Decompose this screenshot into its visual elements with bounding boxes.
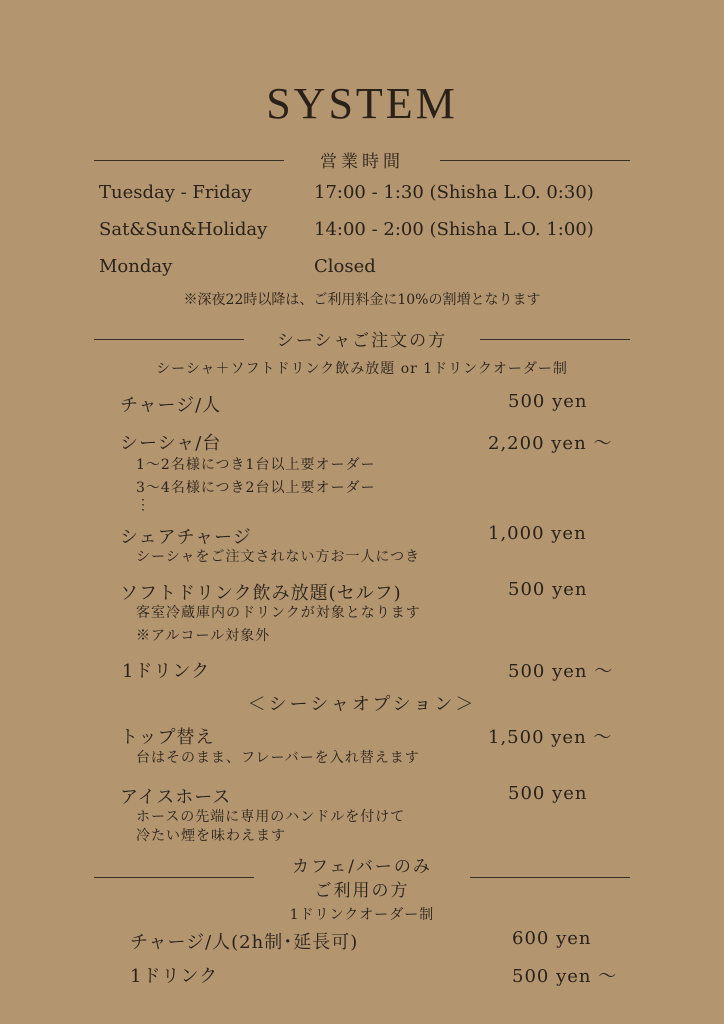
divider bbox=[94, 877, 254, 878]
menu-item-price: 600 yen bbox=[512, 928, 592, 949]
menu-item-price: 500 yen ～ bbox=[508, 661, 614, 682]
menu-item-name: チャージ/人(2h制･延長可) bbox=[130, 932, 359, 953]
menu-item-name: ソフトドリンク飲み放題(セルフ) bbox=[120, 583, 402, 604]
menu-item-note: 冷たい煙を味わえます bbox=[136, 828, 286, 844]
shisha-subheading: シーシャ＋ソフトドリンク飲み放題 or 1ドリンクオーダー制 bbox=[156, 361, 568, 377]
hours-time: Closed bbox=[314, 256, 376, 277]
menu-item-name: 1ドリンク bbox=[130, 966, 219, 987]
menu-item-name: トップ替え bbox=[120, 727, 215, 748]
divider bbox=[470, 877, 630, 878]
divider bbox=[440, 160, 630, 161]
late-night-note: ※深夜22時以降は、ご利用料金に10%の割増となります bbox=[183, 292, 541, 308]
shisha-heading: シーシャご注文の方 bbox=[276, 331, 448, 351]
menu-item-note: 台はそのまま、フレーバーを入れ替えます bbox=[136, 750, 420, 766]
page-title: SYSTEM bbox=[266, 79, 458, 128]
menu-item-note: 1～2名様につき1台以上要オーダー bbox=[136, 457, 376, 473]
menu-item-note: 客室冷蔵庫内のドリンクが対象となります bbox=[136, 605, 421, 621]
menu-item-note: ⋮ bbox=[136, 497, 151, 513]
menu-item-price: 500 yen ～ bbox=[512, 966, 618, 987]
menu-item-price: 1,000 yen bbox=[488, 523, 587, 544]
hours-day: Tuesday - Friday bbox=[99, 182, 252, 203]
hours-day: Sat&Sun&Holiday bbox=[99, 219, 268, 240]
hours-time: 14:00 - 2:00 (Shisha L.O. 1:00) bbox=[314, 219, 594, 240]
menu-item-price: 500 yen bbox=[508, 579, 588, 600]
menu-item-name: アイスホース bbox=[120, 787, 232, 808]
menu-item-price: 1,500 yen ～ bbox=[488, 727, 613, 748]
hours-day: Monday bbox=[99, 256, 173, 277]
divider bbox=[480, 339, 630, 340]
divider bbox=[94, 339, 244, 340]
menu-item-price: 500 yen bbox=[508, 391, 588, 412]
menu-item-note: シーシャをご注文されない方お一人につき bbox=[136, 549, 421, 565]
cafe-subheading: 1ドリンクオーダー制 bbox=[289, 907, 435, 923]
menu-item-price: 500 yen bbox=[508, 783, 588, 804]
menu-item-name: チャージ/人 bbox=[120, 395, 222, 416]
divider bbox=[94, 160, 284, 161]
menu-item-price: 2,200 yen ～ bbox=[488, 433, 613, 454]
menu-item-name: シーシャ/台 bbox=[120, 433, 222, 454]
cafe-heading-line1: カフェ/バーのみ bbox=[292, 857, 432, 877]
hours-heading: 営業時間 bbox=[320, 152, 404, 172]
menu-item-name: シェアチャージ bbox=[120, 527, 252, 548]
hours-time: 17:00 - 1:30 (Shisha L.O. 0:30) bbox=[314, 182, 594, 203]
options-heading: ＜シーシャオプション＞ bbox=[247, 694, 477, 715]
menu-item-note: 3～4名様につき2台以上要オーダー bbox=[136, 480, 376, 496]
cafe-heading-line2: ご利用の方 bbox=[314, 881, 410, 901]
menu-item-note: ホースの先端に専用のハンドルを付けて bbox=[136, 809, 406, 825]
menu-item-note: ※アルコール対象外 bbox=[136, 628, 271, 644]
menu-item-name: 1ドリンク bbox=[122, 661, 211, 682]
